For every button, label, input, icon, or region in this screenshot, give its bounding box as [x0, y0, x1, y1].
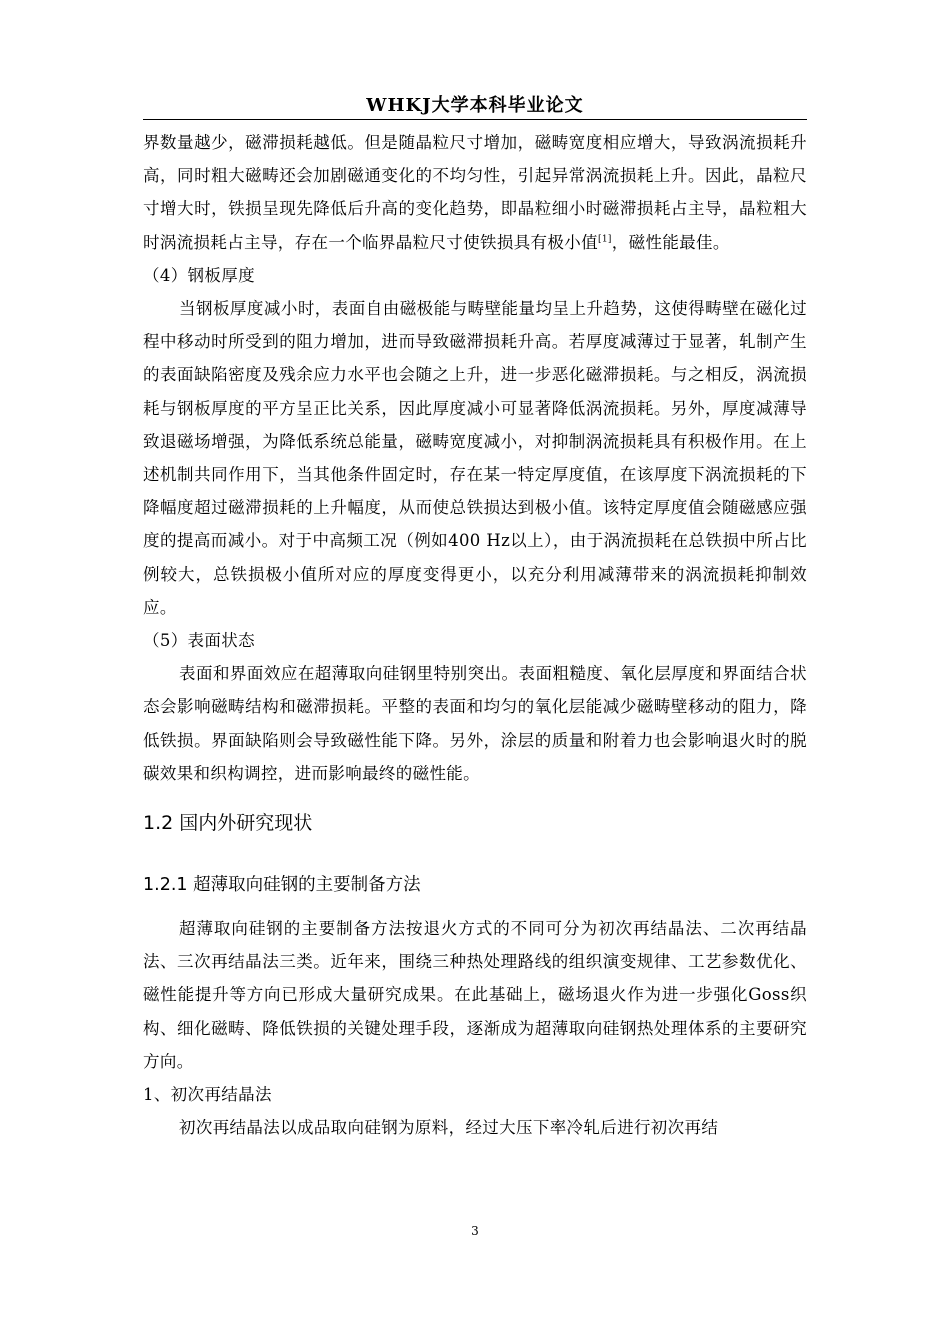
citation-reference[interactable]: [1] [597, 234, 612, 245]
paragraph-methods-intro: 超薄取向硅钢的主要制备方法按退火方式的不同可分为初次再结晶法、二次再结晶法、三次再结晶法三类。近年来，围绕三种热处理路线的组织演变规律、工艺参数优化、磁性能提升等方向已形成大量研究成果。在此基础上，磁场退火作为进一步强化Goss织构、细化磁畴、降低铁损的关键处理手段，逐渐成为超薄取向硅钢热处理体系的主要研究方向。 [143, 919, 807, 1071]
page-header-title: WHKJ大学本科毕业论文 [366, 95, 584, 116]
page-number: 3 [471, 1224, 479, 1238]
header-divider [143, 119, 807, 120]
paragraph-text: 界数量越少，磁滞损耗越低。但是随晶粒尺寸增加，磁畴宽度相应增大，导致涡流损耗升高，同时粗大磁畴还会加剧磁通变化的不均匀性，引起异常涡流损耗上升。因此，晶粒尺寸增大时，铁损呈现先降低后升高的变化趋势，即晶粒细小时磁滞损耗占主导，晶粒粗大时涡流损耗占主导，存在一个临界晶粒尺寸使铁损具有极小值 [143, 133, 807, 252]
paragraph-primary-recrystallization: 初次再结晶法以成品取向硅钢为原料，经过大压下率冷轧后进行初次再结 [179, 1118, 719, 1138]
paragraph-text: ，磁性能最佳。 [611, 232, 730, 252]
paragraph-thickness: 当钢板厚度减小时，表面自由磁极能与畴壁能量均呈上升趋势，这使得畴壁在磁化过程中移动时所受到的阻力增加，进而导致磁滞损耗升高。若厚度减薄过于显著，轧制产生的表面缺陷密度及残余应力水平也会随之上升，进一步恶化磁滞损耗。与之相反，涡流损耗与钢板厚度的平方呈正比关系，因此厚度减小可显著降低涡流损耗。另外，厚度减薄导致退磁场增强，为降低系统总能量，磁畴宽度减小，对抑制涡流损耗具有积极作用。在上述机制共同作用下，当其他条件固定时，存在某一特定厚度值，在该厚度下涡流损耗的下降幅度超过磁滞损耗的上升幅度，从而使总铁损达到极小值。该特定厚度值会随磁感应强度的提高而减小。对于中高频工况（例如400 Hz以上），由于涡流损耗在总铁损中所占比例较大，总铁损极小值所对应的厚度变得更小，以充分利用减薄带来的涡流损耗抑制效应。 [143, 299, 807, 617]
list-item-heading-primary-recrystallization: 1、初次再结晶法 [143, 1085, 272, 1105]
subsection-heading: 1.2.1 超薄取向硅钢的主要制备方法 [143, 875, 421, 896]
document-body [143, 126, 807, 1144]
list-item-heading-thickness: （4）钢板厚度 [143, 265, 255, 285]
list-item-heading-surface: （5）表面状态 [143, 631, 255, 651]
section-heading: 1.2 国内外研究现状 [143, 812, 313, 835]
paragraph-surface: 表面和界面效应在超薄取向硅钢里特别突出。表面粗糙度、氧化层厚度和界面结合状态会影响磁畴结构和磁滞损耗。平整的表面和均匀的氧化层能减少磁畴壁移动的阻力，降低铁损。界面缺陷则会导致磁性能下降。另外，涂层的质量和附着力也会影响退火时的脱碳效果和织构调控，进而影响最终的磁性能。 [143, 664, 807, 783]
paragraph-grain-size-continued [143, 126, 807, 259]
